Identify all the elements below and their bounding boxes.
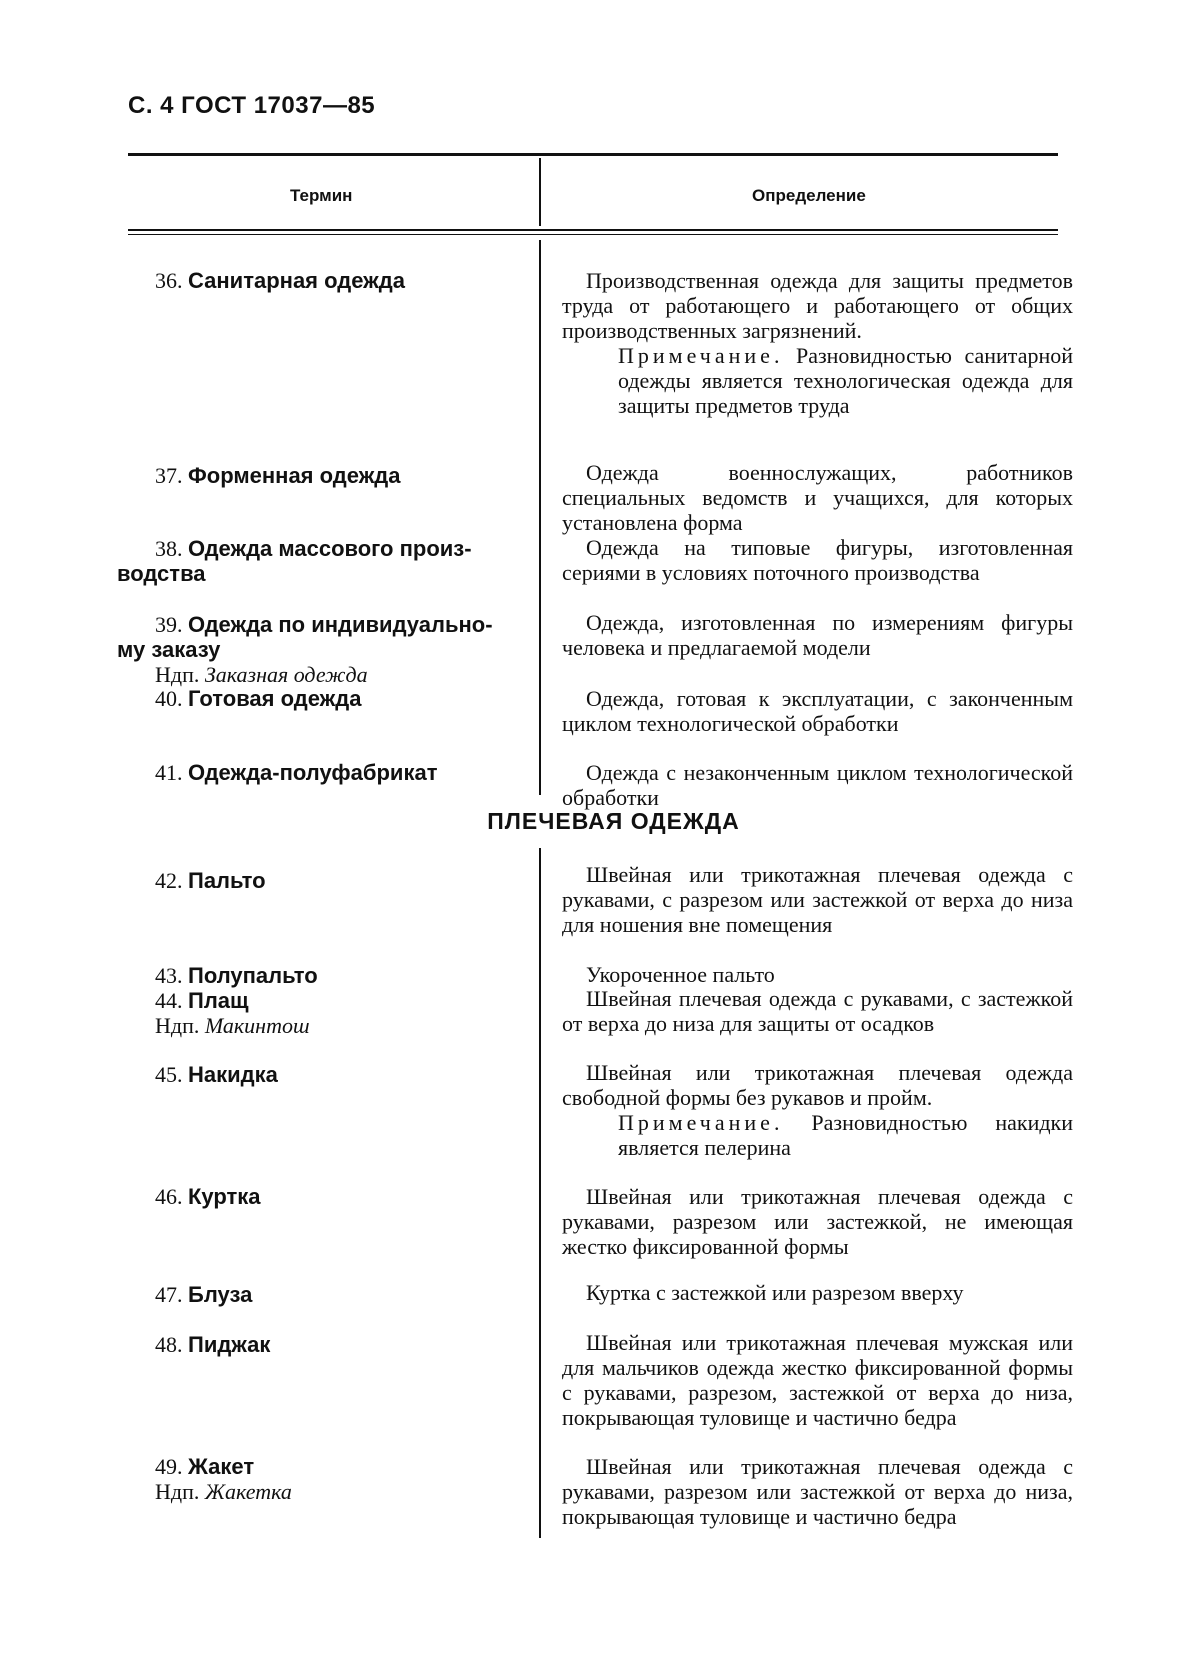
term-49 — [117, 1454, 527, 1504]
definition-text: Одежда на типовые фигуры, изготовленная сериями в условиях поточного производства — [562, 535, 1073, 585]
term-36 — [117, 268, 527, 293]
definition-40 — [562, 686, 1073, 736]
definition-text: Швейная или трикотажная плечевая мужская или для мальчиков одежда жестко фиксированной формы с рукавами, разрезом, застежкой от верха до низа, покрывающая туловище и частично бедра — [562, 1330, 1073, 1430]
definition-text: Швейная плечевая одежда с рукавами, с застежкой от верха до низа для защиты от осадков — [562, 986, 1073, 1036]
ndp-term: Макинтош — [204, 1013, 310, 1038]
term-name: Одежда-полуфабрикат — [188, 760, 438, 785]
column-divider — [539, 158, 541, 226]
term-number: 45. — [155, 1062, 183, 1087]
term-number: 41. — [155, 760, 183, 785]
note — [618, 343, 1073, 418]
note-text: Разновидностью санитарной одежды является технологическая одежда для защиты предметов труда — [618, 343, 1074, 418]
non-recommended-term — [155, 662, 368, 687]
term-name: Жакет — [188, 1454, 255, 1479]
term-number: 38. — [155, 536, 183, 561]
definition-text: Одежда, готовая к эксплуатации, с законченным циклом технологической обработки — [562, 686, 1073, 736]
term-name: Полупальто — [188, 963, 318, 988]
page-header: С. 4 ГОСТ 17037—85 — [128, 92, 376, 119]
term-38 — [117, 536, 527, 586]
definition-37 — [562, 460, 1073, 535]
term-name-continued: водства — [117, 561, 206, 586]
term-41 — [117, 760, 527, 785]
definition-42 — [562, 862, 1073, 937]
term-name: Пальто — [188, 868, 266, 893]
term-name: Одежда массового произ- — [188, 536, 472, 561]
term-name-continued: му заказу — [117, 637, 221, 662]
definition-text: Одежда с незаконченным циклом технологической обработки — [562, 760, 1073, 810]
section-title: ПЛЕЧЕВАЯ ОДЕЖДА — [487, 808, 740, 834]
term-number: 42. — [155, 868, 183, 893]
non-recommended-term — [155, 1479, 292, 1504]
term-44 — [117, 988, 527, 1038]
column-header-terms: Термин — [290, 186, 353, 205]
term-43 — [117, 963, 527, 988]
term-number: 47. — [155, 1282, 183, 1307]
definition-text: Швейная или трикотажная плечевая одежда свободной формы без рукавов и пройм. — [562, 1060, 1073, 1110]
term-number: 43. — [155, 963, 183, 988]
definition-45 — [562, 1060, 1073, 1160]
term-name: Плащ — [188, 988, 249, 1013]
non-recommended-term — [155, 1013, 310, 1038]
definition-text: Швейная или трикотажная плечевая одежда с рукавами, разрезом или застежкой от верха до низа, покрывающая туловище и частично бедра — [562, 1454, 1073, 1529]
term-name: Санитарная одежда — [188, 268, 405, 293]
term-number: 48. — [155, 1332, 183, 1357]
definition-46 — [562, 1184, 1073, 1259]
definition-49 — [562, 1454, 1073, 1529]
term-number: 40. — [155, 686, 183, 711]
definition-38 — [562, 535, 1073, 585]
definition-41 — [562, 760, 1073, 810]
note — [618, 1110, 1073, 1160]
definition-text: Одежда военнослужащих, работников специальных ведомств и учащихся, для которых установлена форма — [562, 460, 1073, 535]
term-47 — [117, 1282, 527, 1307]
definition-39 — [562, 610, 1073, 660]
term-name: Готовая одежда — [188, 686, 362, 711]
definition-text: Укороченное пальто — [586, 962, 775, 987]
term-number: 39. — [155, 612, 183, 637]
term-45 — [117, 1062, 527, 1087]
definition-48 — [562, 1330, 1073, 1430]
term-42 — [117, 868, 527, 893]
term-39 — [117, 612, 527, 687]
ndp-term: Заказная одежда — [204, 662, 368, 687]
term-48 — [117, 1332, 527, 1357]
definition-text: Производственная одежда для защиты предметов труда от работающего и работающего от общих производственных загрязнений. — [562, 268, 1073, 343]
column-divider — [539, 848, 541, 1538]
term-name: Пиджак — [188, 1332, 271, 1357]
term-37 — [117, 463, 527, 488]
definition-43 — [562, 962, 1073, 987]
term-name: Куртка — [188, 1184, 261, 1209]
ndp-label: Ндп. — [155, 662, 200, 687]
term-number: 37. — [155, 463, 183, 488]
term-40 — [117, 686, 527, 711]
definition-text: Швейная или трикотажная плечевая одежда с рукавами, разрезом или застежкой, не имеющая жестко фиксированной формы — [562, 1184, 1073, 1259]
term-number: 46. — [155, 1184, 183, 1209]
column-divider — [539, 240, 541, 795]
term-number: 36. — [155, 268, 183, 293]
note-text: Разновидностью накидки является пелерина — [618, 1110, 1073, 1160]
term-name: Накидка — [188, 1062, 278, 1087]
table-top-rule — [128, 153, 1058, 156]
term-46 — [117, 1184, 527, 1209]
definition-text: Куртка с застежкой или разрезом вверху — [586, 1280, 964, 1305]
definition-text: Швейная или трикотажная плечевая одежда с рукавами, с разрезом или застежкой от верха до низа для ношения вне помещения — [562, 862, 1073, 937]
term-number: 44. — [155, 988, 183, 1013]
definition-44 — [562, 986, 1073, 1036]
term-number: 49. — [155, 1454, 183, 1479]
header-rule-double — [128, 234, 1058, 235]
term-name: Блуза — [188, 1282, 253, 1307]
column-header-definitions: Определение — [752, 186, 866, 205]
ndp-label: Ндп. — [155, 1479, 200, 1504]
definition-47 — [562, 1280, 1073, 1305]
definition-36 — [562, 268, 1073, 418]
definition-text: Одежда, изготовленная по измерениям фигуры человека и предлагаемой модели — [562, 610, 1073, 660]
ndp-term: Жакетка — [204, 1479, 292, 1504]
term-name: Форменная одежда — [188, 463, 401, 488]
header-rule — [128, 229, 1058, 231]
note-label: Примечание. — [618, 1110, 784, 1135]
ndp-label: Ндп. — [155, 1013, 200, 1038]
term-name: Одежда по индивидуально- — [188, 612, 493, 637]
note-label: Примечание. — [618, 343, 784, 368]
